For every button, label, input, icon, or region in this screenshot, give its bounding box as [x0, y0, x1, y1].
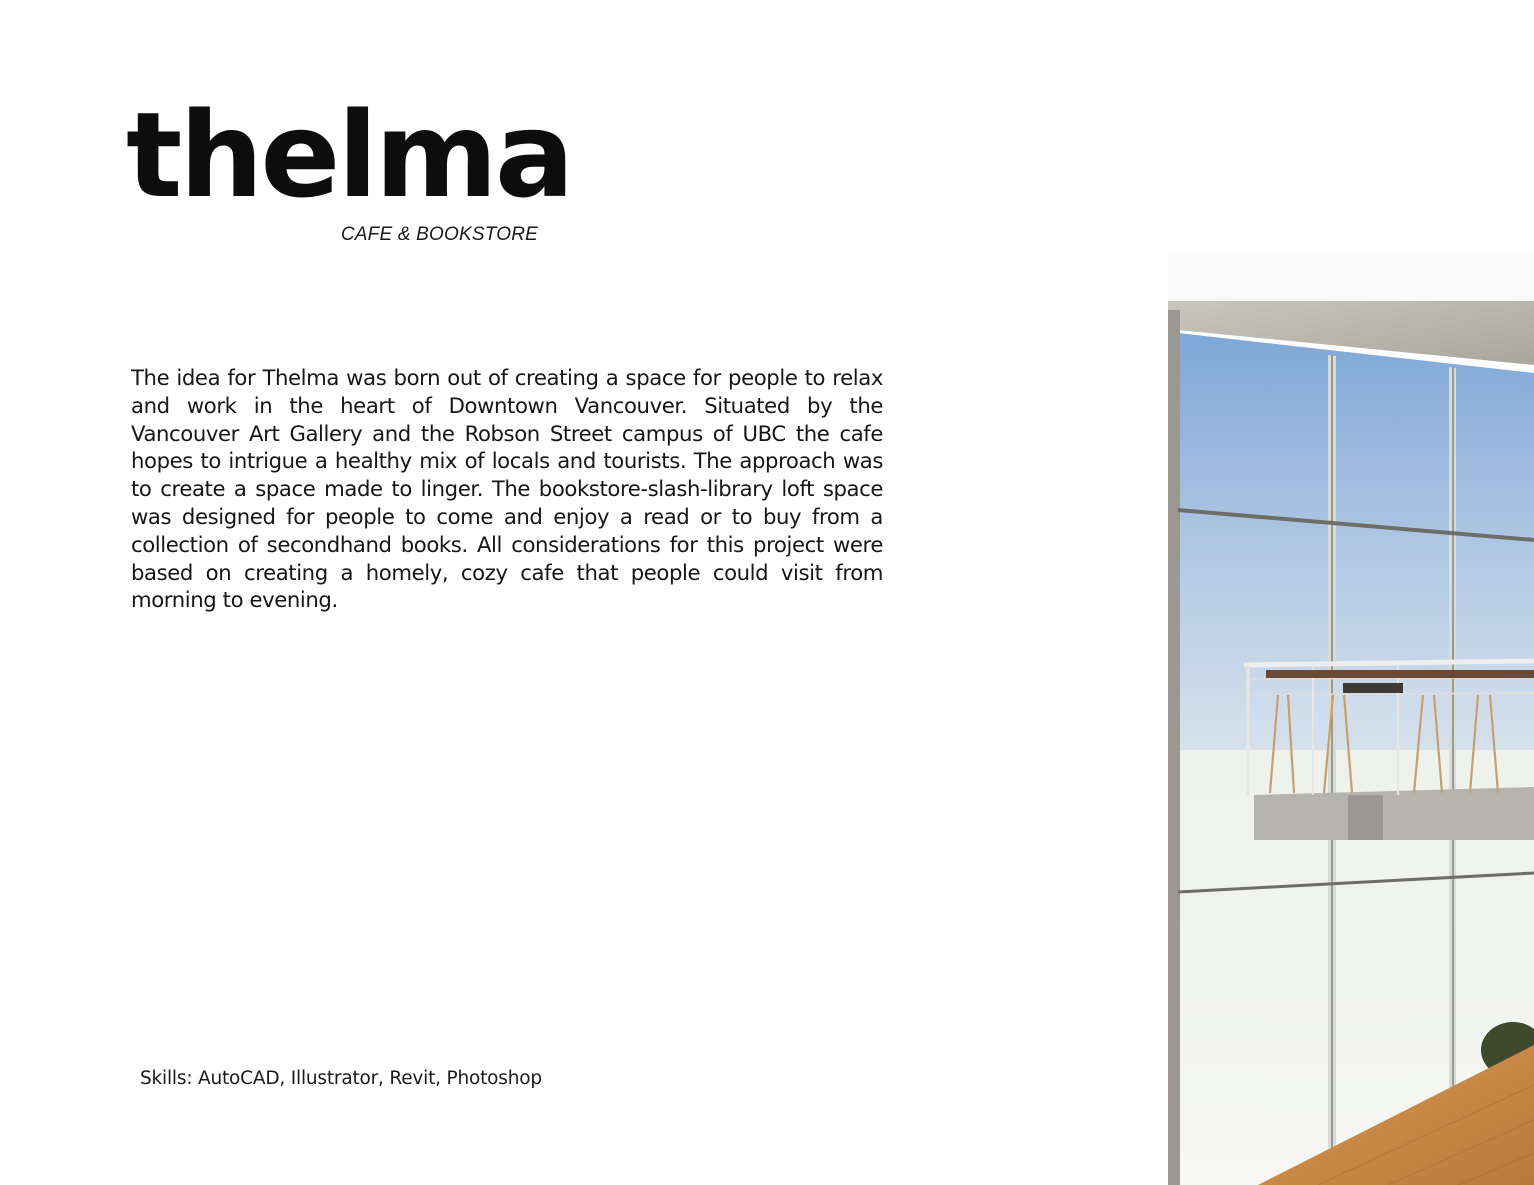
- project-subtitle: CAFE & BOOKSTORE: [340, 224, 538, 245]
- skills-list: Skills: AutoCAD, Illustrator, Revit, Photoshop: [140, 1068, 542, 1089]
- interior-render-image: [1168, 255, 1534, 1185]
- project-description: The idea for Thelma was born out of creating a space for people to relax and work in the heart of Downtown Vancouver. Situated by the Vancouver Art Gallery and the Robson Street campus of UBC the cafe hopes to intrigue a healthy mix of locals and tourists. The approach was to create a space made to linger. The bookstore-slash-library loft space was designed for people to come and enjoy a read or to buy from a collection of secondhand books. All considerations for this project were based on creating a homely, cozy cafe that people could visit from morning to evening.: [131, 365, 883, 613]
- render-table: [1266, 670, 1534, 678]
- render-top-margin: [1168, 255, 1534, 303]
- render-left-wall: [1168, 310, 1180, 1185]
- project-title: thelma: [126, 86, 572, 224]
- render-loft-slab: [1254, 787, 1534, 840]
